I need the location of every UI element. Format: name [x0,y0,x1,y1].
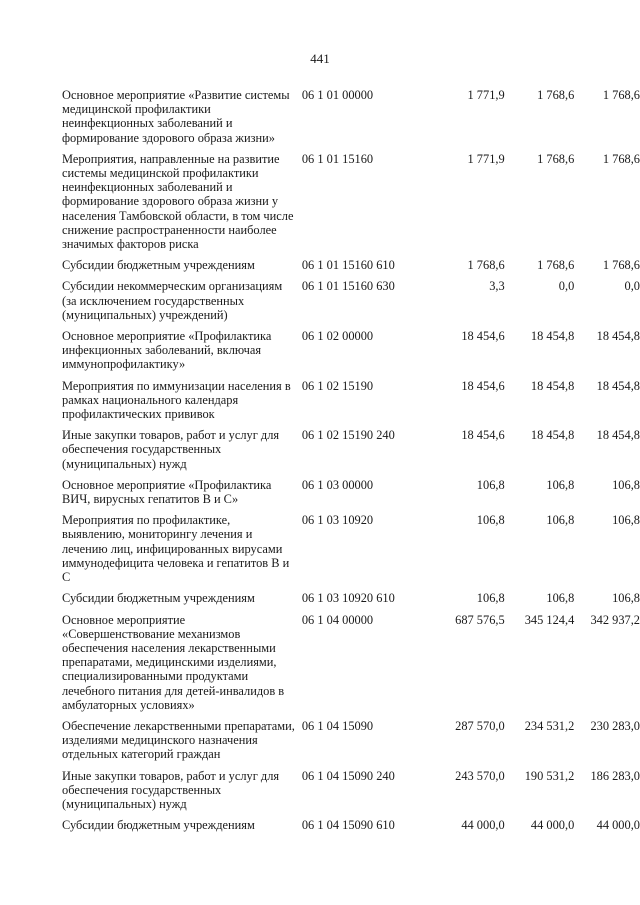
row-value-1: 1 768,6 [467,258,505,273]
row-value-1: 44 000,0 [461,818,505,833]
row-name: Субсидии бюджетным учреждениям [62,591,255,606]
row-name: Субсидии некоммерческим организациям (за исключением государственных (муниципальных) учреждений) [62,279,283,322]
table-row [62,152,640,258]
row-value-2: 190 531,2 [524,768,575,783]
row-value-1: 1 771,9 [467,88,505,102]
page-number: 441 [310,51,330,66]
row-value-3: 0,0 [624,279,640,294]
budget-table [62,88,640,839]
row-name: Иные закупки товаров, работ и услуг для обеспечения государственных (муниципальных) нужд [62,428,280,471]
row-value-2: 18 454,8 [530,329,575,344]
row-value-2: 234 531,2 [524,718,575,733]
row-value-2: 18 454,8 [530,378,575,393]
row-name: Основное мероприятие «Профилактика ВИЧ, вирусных гепатитов В и С» [62,477,272,507]
row-value-1: 687 576,5 [455,612,505,627]
row-name: Иные закупки товаров, работ и услуг для обеспечения государственных (муниципальных) нужд [62,768,280,811]
row-value-2: 106,8 [546,513,575,528]
row-name: Мероприятия по профилактике, выявлению, мониторингу лечения и лечению лиц, инфицированных вирусами иммунодефицита человека и гепатитов В и С [62,513,290,585]
row-value-3: 106,8 [612,591,640,606]
row-name: Основное мероприятие «Развитие системы медицинской профилактики неинфекционных заболеваний и формирование здорового образа жизни» [62,88,290,145]
row-name: Субсидии бюджетным учреждениям [62,258,255,273]
row-value-3: 44 000,0 [596,818,640,833]
row-value-3: 1 768,6 [602,88,640,102]
row-value-1: 106,8 [476,477,505,492]
row-value-1: 106,8 [476,591,505,606]
row-value-1: 18 454,6 [461,428,505,443]
table-row [62,329,640,379]
row-value-2: 1 768,6 [537,151,575,166]
row-name: Мероприятия, направленные на развитие системы медицинской профилактики неинфекционных заболеваний и формирование здорового образа жизни у населения Тамбовской области, в том числе снижение распространенности наиболее значимых факторов риска [62,151,294,252]
row-code: 06 1 01 15160 [301,151,374,166]
table-row [62,613,640,719]
table-row [62,88,640,152]
row-value-2: 106,8 [546,477,575,492]
row-value-3: 18 454,8 [596,329,640,344]
row-value-2: 18 454,8 [530,428,575,443]
table-row [62,428,640,478]
budget-table-body [62,88,640,839]
row-value-2: 345 124,4 [524,612,575,627]
row-code: 06 1 04 00000 [301,612,374,627]
row-value-3: 1 768,6 [602,258,640,273]
row-code: 06 1 01 15160 610 [301,258,395,273]
row-name: Основное мероприятие «Профилактика инфекционных заболеваний, включая иммунопрофилактику» [62,329,272,372]
row-code: 06 1 03 10920 [301,513,374,528]
row-value-2: 1 768,6 [537,88,575,102]
row-code: 06 1 02 15190 240 [301,428,395,443]
table-row [62,279,640,329]
row-value-1: 287 570,0 [455,718,505,733]
row-code: 06 1 02 15190 [301,378,374,393]
table-row [62,719,640,769]
table-row [62,478,640,513]
row-name: Субсидии бюджетным учреждениям [62,818,255,833]
table-row [62,818,640,839]
table-row [62,258,640,279]
row-code: 06 1 02 00000 [301,329,374,344]
row-value-1: 18 454,6 [461,378,505,393]
row-value-2: 106,8 [546,591,575,606]
row-name: Обеспечение лекарственными препаратами, изделиями медицинского назначения отдельных категорий граждан [62,718,295,762]
row-value-1: 1 771,9 [467,151,505,166]
table-row [62,769,640,819]
row-code: 06 1 03 10920 610 [301,591,395,606]
row-value-3: 18 454,8 [596,378,640,393]
row-code: 06 1 04 15090 240 [301,768,395,783]
row-value-2: 1 768,6 [537,258,575,273]
table-row [62,513,640,591]
row-code: 06 1 01 15160 630 [301,279,395,294]
row-value-3: 230 283,0 [590,718,640,733]
row-value-3: 186 283,0 [590,768,640,783]
row-value-1: 243 570,0 [455,768,505,783]
table-row [62,379,640,429]
row-value-3: 106,8 [612,477,640,492]
row-code: 06 1 04 15090 610 [301,818,395,833]
row-value-3: 18 454,8 [596,428,640,443]
row-code: 06 1 03 00000 [301,477,374,492]
row-value-1: 18 454,6 [461,329,505,344]
row-code: 06 1 04 15090 [301,718,374,733]
row-value-3: 106,8 [612,513,640,528]
row-value-1: 106,8 [476,513,505,528]
row-value-3: 342 937,2 [590,612,640,627]
table-row [62,591,640,612]
row-name: Основное мероприятие «Совершенствование механизмов обеспечения населения лекарственными препаратами, медицинскими изделиями, специализированными продуктами лечебного питания для детей-инвалидов в амбулаторных условиях» [62,612,285,712]
row-value-1: 3,3 [489,279,505,294]
row-name: Мероприятия по иммунизации населения в рамках национального календаря профилактических прививок [62,378,291,422]
row-value-3: 1 768,6 [602,151,640,166]
row-value-2: 0,0 [558,279,575,294]
row-value-2: 44 000,0 [530,818,575,833]
row-code: 06 1 01 00000 [301,88,374,102]
